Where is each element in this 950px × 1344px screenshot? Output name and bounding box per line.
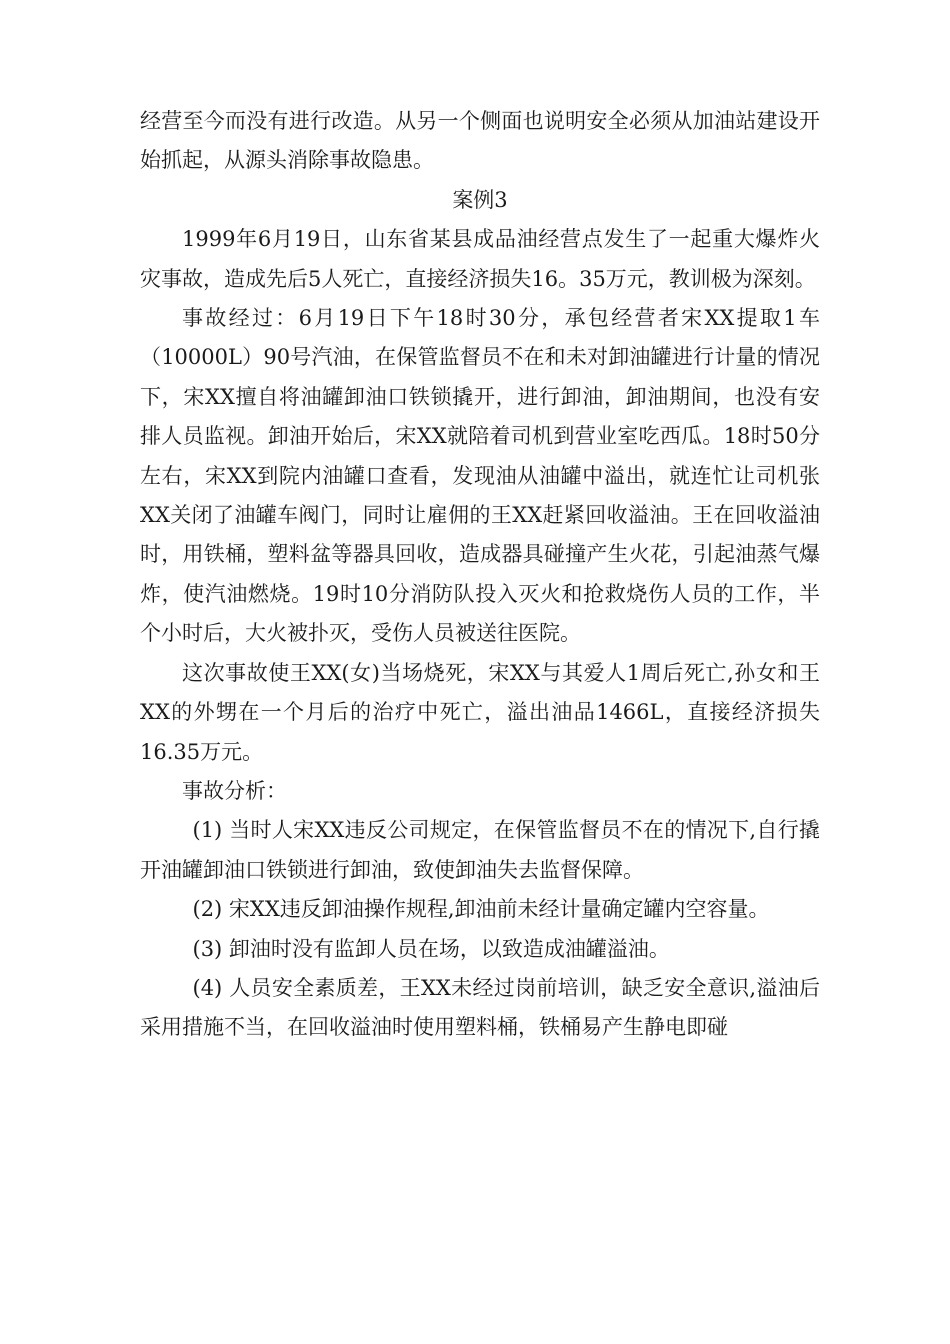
paragraph-casualties: 这次事故使王XX(女)当场烧死，宋XX与其爱人1周后死亡,孙女和王XX的外甥在一个月后的治疗中死亡，溢出油品1466L，直接经济损失16.35万元。 <box>140 660 820 764</box>
document-page <box>140 102 820 1048</box>
analysis-item-3: (3) 卸油时没有监卸人员在场，以致造成油罐溢油。 <box>192 936 670 961</box>
analysis-item-2: (2) 宋XX违反卸油操作规程,卸油前未经计量确定罐内空容量。 <box>192 897 770 922</box>
case-heading: 案例3 <box>452 187 508 212</box>
analysis-item-4: (4) 人员安全素质差，王XX未经过岗前培训，缺乏安全意识,溢油后采用措施不当，在回收溢油时使用塑料桶，铁桶易产生静电即碰 <box>140 975 820 1040</box>
analysis-heading: 事故分析： <box>182 778 287 803</box>
paragraph-continuation: 经营至今而没有进行改造。从另一个侧面也说明安全必须从加油站建设开始抓起，从源头消除事故隐患。 <box>140 109 820 173</box>
paragraph-accident-process: 事故经过：6月19日下午18时30分，承包经营者宋XX提取1车（10000L）90号汽油，在保管监督员不在和未对卸油罐进行计量的情况下，宋XX擅自将油罐卸油口铁锁撬开，进行卸油，卸油期间，也没有安排人员监视。卸油开始后，宋XX就陪着司机到营业室吃西瓜。18时50分左右，宋XX到院内油罐口查看，发现油从油罐中溢出，就连忙让司机张XX关闭了油罐车阀门，同时让雇佣的王XX赶紧回收溢油。王在回收溢油时，用铁桶，塑料盆等器具回收，造成器具碰撞产生火花，引起油蒸气爆炸，使汽油燃烧。19时10分消防队投入灭火和抢救烧伤人员的工作，半个小时后，大火被扑灭，受伤人员被送往医院。 <box>140 306 820 646</box>
analysis-item-1: (1) 当时人宋XX违反公司规定，在保管监督员不在的情况下,自行撬开油罐卸油口铁锁进行卸油，致使卸油失去监督保障。 <box>140 818 820 882</box>
paragraph-intro: 1999年6月19日，山东省某县成品油经营点发生了一起重大爆炸火灾事故，造成先后5人死亡，直接经济损失16。35万元，教训极为深刻。 <box>140 227 820 291</box>
